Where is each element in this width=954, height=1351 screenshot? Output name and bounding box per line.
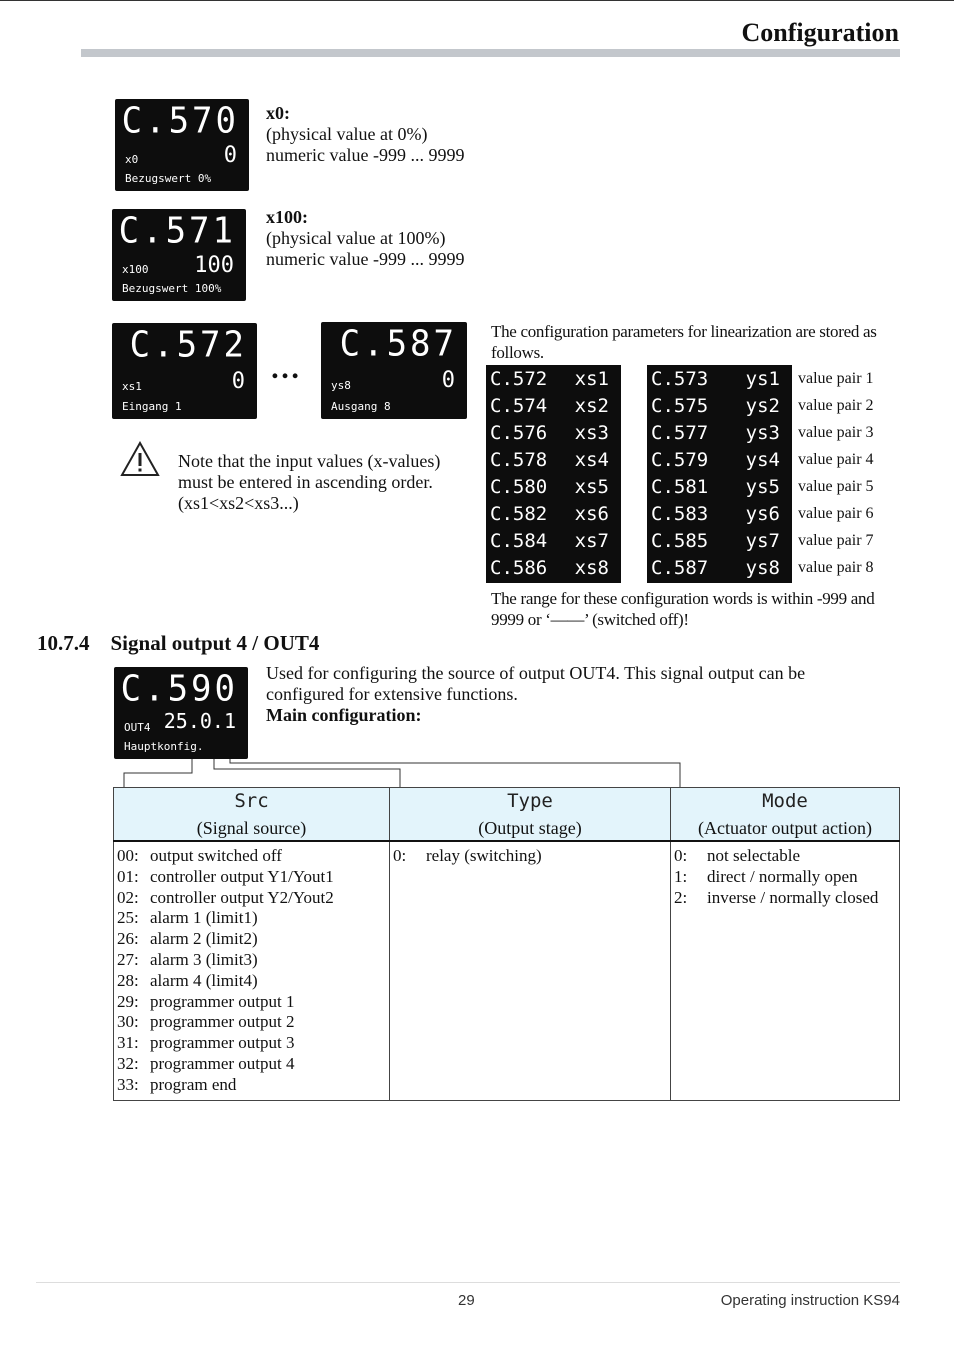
section-heading: 10.7.4 Signal output 4 / OUT4: [37, 631, 320, 655]
display-c570: [115, 99, 249, 191]
option-item: [117, 908, 386, 929]
lin-name: ys4: [745, 448, 780, 471]
column-header-mode: [671, 788, 900, 842]
x100-description: [266, 207, 464, 270]
lin-row: [486, 527, 621, 554]
lin-code: C.576: [490, 421, 548, 444]
signal-output-table: [113, 787, 900, 1101]
option-item: [117, 1012, 386, 1033]
lin-row: [647, 419, 792, 446]
value-pair-label: value pair 2: [798, 397, 874, 414]
option-value: program end: [150, 1074, 237, 1094]
lin-row: [647, 473, 792, 500]
option-value: programmer output 4: [150, 1053, 295, 1073]
option-item: [117, 846, 386, 867]
mode-options: [671, 841, 900, 1101]
lin-row: [486, 392, 621, 419]
lin-name: xs1: [574, 367, 609, 390]
lin-code: C.577: [651, 421, 709, 444]
option-value: inverse / normally closed: [707, 887, 879, 907]
section-desc-line2: configured for extensive functions.: [266, 684, 518, 704]
column-header-type: [390, 788, 671, 842]
display-code: C.590: [120, 668, 238, 710]
range-note: The range for these configuration words is within -999 and 9999 or ‘——’ (switched off)!: [491, 589, 875, 629]
option-key: 2:: [674, 887, 688, 907]
lin-row: [486, 554, 621, 581]
display-value: 0: [441, 368, 455, 393]
lin-row: [486, 365, 621, 392]
lin-code: C.584: [490, 529, 548, 552]
option-key: 28:: [117, 970, 139, 990]
document-name: Operating instruction KS94: [720, 1292, 900, 1309]
x0-title: x0:: [266, 103, 290, 123]
column-header-src: [114, 788, 390, 842]
option-key: 25:: [117, 908, 139, 928]
lin-code: C.581: [651, 475, 709, 498]
warning-line2: must be entered in ascending order.: [178, 472, 433, 492]
lin-code: C.574: [490, 394, 548, 417]
option-item: [674, 888, 896, 909]
ellipsis: …: [270, 352, 300, 385]
option-key: 27:: [117, 949, 139, 969]
display-label: x100: [122, 263, 149, 276]
display-label: xs1: [122, 380, 142, 393]
value-pair-label: value pair 4: [798, 451, 874, 468]
lin-row: [647, 446, 792, 473]
value-pair-label: value pair 3: [798, 424, 874, 441]
option-value: controller output Y2/Yout2: [150, 887, 334, 907]
option-key: 0:: [393, 846, 407, 865]
display-label: x0: [125, 153, 139, 166]
lin-row: [647, 527, 792, 554]
lin-name: xs3: [574, 421, 609, 444]
lin-code: C.580: [490, 475, 548, 498]
option-item: [117, 992, 386, 1013]
lin-name: ys3: [745, 421, 780, 444]
lin-name: ys5: [745, 475, 780, 498]
display-subtext: Bezugswert 0%: [125, 172, 212, 185]
section-description: [266, 663, 896, 726]
lin-code: C.582: [490, 502, 548, 525]
type-label: (Output stage): [478, 818, 582, 838]
option-value: programmer output 1: [150, 991, 295, 1011]
x0-description: [266, 103, 464, 166]
mode-label: (Actuator output action): [698, 818, 872, 838]
option-value: programmer output 2: [150, 1012, 295, 1032]
x-values-table: [486, 365, 621, 583]
display-c572: [112, 323, 257, 419]
main-configuration-label: Main configuration:: [266, 705, 422, 725]
top-rule: [0, 0, 954, 1]
lin-name: xs5: [574, 475, 609, 498]
linearization-intro: The configuration parameters for linearization are stored as follows.: [491, 322, 877, 362]
warning-text: [178, 451, 440, 514]
value-pair-label: value pair 6: [798, 505, 874, 522]
display-code: C.570: [121, 100, 239, 142]
display-subtext: Ausgang 8: [331, 400, 391, 413]
display-value: 25.0.1: [163, 709, 236, 733]
lin-name: ys2: [745, 394, 780, 417]
option-key: 30:: [117, 1012, 139, 1032]
warning-line1: Note that the input values (x-values): [178, 451, 441, 471]
option-key: 26:: [117, 929, 139, 949]
lin-row: [647, 500, 792, 527]
option-value: relay (switching): [426, 846, 542, 865]
title-bar: [81, 49, 900, 57]
option-key: 01:: [117, 866, 139, 886]
src-code: Src: [234, 790, 269, 812]
value-pair-list: [798, 365, 874, 581]
x0-line1: (physical value at 0%): [266, 124, 428, 144]
option-item: [117, 1054, 386, 1075]
option-key: 0:: [674, 846, 688, 865]
lin-row: [647, 365, 792, 392]
option-value: alarm 4 (limit4): [150, 970, 258, 990]
lin-name: ys1: [745, 367, 780, 390]
page-number: 29: [458, 1292, 475, 1309]
lin-code: C.583: [651, 502, 709, 525]
lin-row: [647, 554, 792, 581]
lin-name: xs6: [574, 502, 609, 525]
option-key: 02:: [117, 887, 139, 907]
lin-name: xs2: [574, 394, 609, 417]
lin-name: xs8: [574, 556, 609, 579]
lin-code: C.585: [651, 529, 709, 552]
option-item: [117, 888, 386, 909]
src-label: (Signal source): [196, 818, 307, 838]
option-value: controller output Y1/Yout1: [150, 866, 334, 886]
option-item: [117, 867, 386, 888]
type-code: Type: [507, 790, 553, 812]
lin-row: [647, 392, 792, 419]
value-pair-label: value pair 1: [798, 370, 874, 387]
option-item: [674, 867, 896, 888]
lin-code: C.587: [651, 556, 709, 579]
value-pair-label: value pair 5: [798, 478, 874, 495]
x0-line2: numeric value -999 ... 9999: [266, 145, 465, 165]
display-code: C.587: [339, 323, 457, 365]
option-value: alarm 2 (limit2): [150, 929, 258, 949]
option-item: [117, 1075, 386, 1096]
warning-icon: [120, 441, 160, 477]
option-key: 29:: [117, 991, 139, 1011]
lin-row: [486, 500, 621, 527]
option-item: [393, 846, 667, 867]
option-item: [117, 971, 386, 992]
value-pair-label: value pair 8: [798, 559, 874, 576]
option-value: output switched off: [150, 846, 282, 865]
y-values-table: [647, 365, 792, 583]
display-value: 100: [194, 253, 234, 278]
lin-code: C.572: [490, 367, 548, 390]
option-value: not selectable: [707, 846, 800, 865]
lin-code: C.579: [651, 448, 709, 471]
option-key: 00:: [117, 846, 139, 865]
option-item: [117, 950, 386, 971]
display-value: 0: [223, 143, 237, 168]
lin-name: ys6: [745, 502, 780, 525]
lin-code: C.586: [490, 556, 548, 579]
lin-name: ys8: [745, 556, 780, 579]
display-subtext: Eingang 1: [122, 400, 182, 413]
display-label: ys8: [331, 379, 351, 392]
lin-code: C.575: [651, 394, 709, 417]
x100-line2: numeric value -999 ... 9999: [266, 249, 465, 269]
x100-title: x100:: [266, 207, 308, 227]
option-item: [117, 1033, 386, 1054]
type-options: [390, 841, 671, 1101]
display-c587: [321, 322, 467, 419]
option-value: alarm 1 (limit1): [150, 908, 258, 928]
src-options: [114, 841, 390, 1101]
lin-name: xs4: [574, 448, 609, 471]
section-desc-line1: Used for configuring the source of output OUT4. This signal output can be: [266, 663, 806, 683]
lin-row: [486, 446, 621, 473]
lin-name: xs7: [574, 529, 609, 552]
display-subtext: Bezugswert 100%: [122, 282, 222, 295]
footer-rule: [36, 1282, 900, 1283]
lin-row: [486, 473, 621, 500]
option-value: direct / normally open: [707, 866, 858, 886]
option-key: 31:: [117, 1033, 139, 1053]
option-value: alarm 3 (limit3): [150, 949, 258, 969]
warning-line3: (xs1<xs2<xs3...): [178, 493, 299, 513]
mode-code: Mode: [762, 790, 808, 812]
option-key: 32:: [117, 1053, 139, 1073]
option-item: [117, 929, 386, 950]
option-item: [674, 846, 896, 867]
option-key: 33:: [117, 1074, 139, 1094]
display-value: 0: [231, 369, 245, 394]
display-c590: [114, 667, 248, 759]
display-label: OUT4: [124, 721, 151, 734]
option-key: 1:: [674, 866, 688, 886]
display-subtext: Hauptkonfig.: [124, 740, 204, 753]
lin-code: C.573: [651, 367, 709, 390]
page-title: Configuration: [741, 18, 899, 47]
display-code: C.572: [129, 324, 247, 366]
display-c571: [112, 209, 246, 301]
lin-code: C.578: [490, 448, 548, 471]
value-pair-label: value pair 7: [798, 532, 874, 549]
display-code: C.571: [118, 210, 236, 252]
lin-name: ys7: [745, 529, 780, 552]
x100-line1: (physical value at 100%): [266, 228, 446, 248]
option-value: programmer output 3: [150, 1033, 295, 1053]
lin-row: [486, 419, 621, 446]
